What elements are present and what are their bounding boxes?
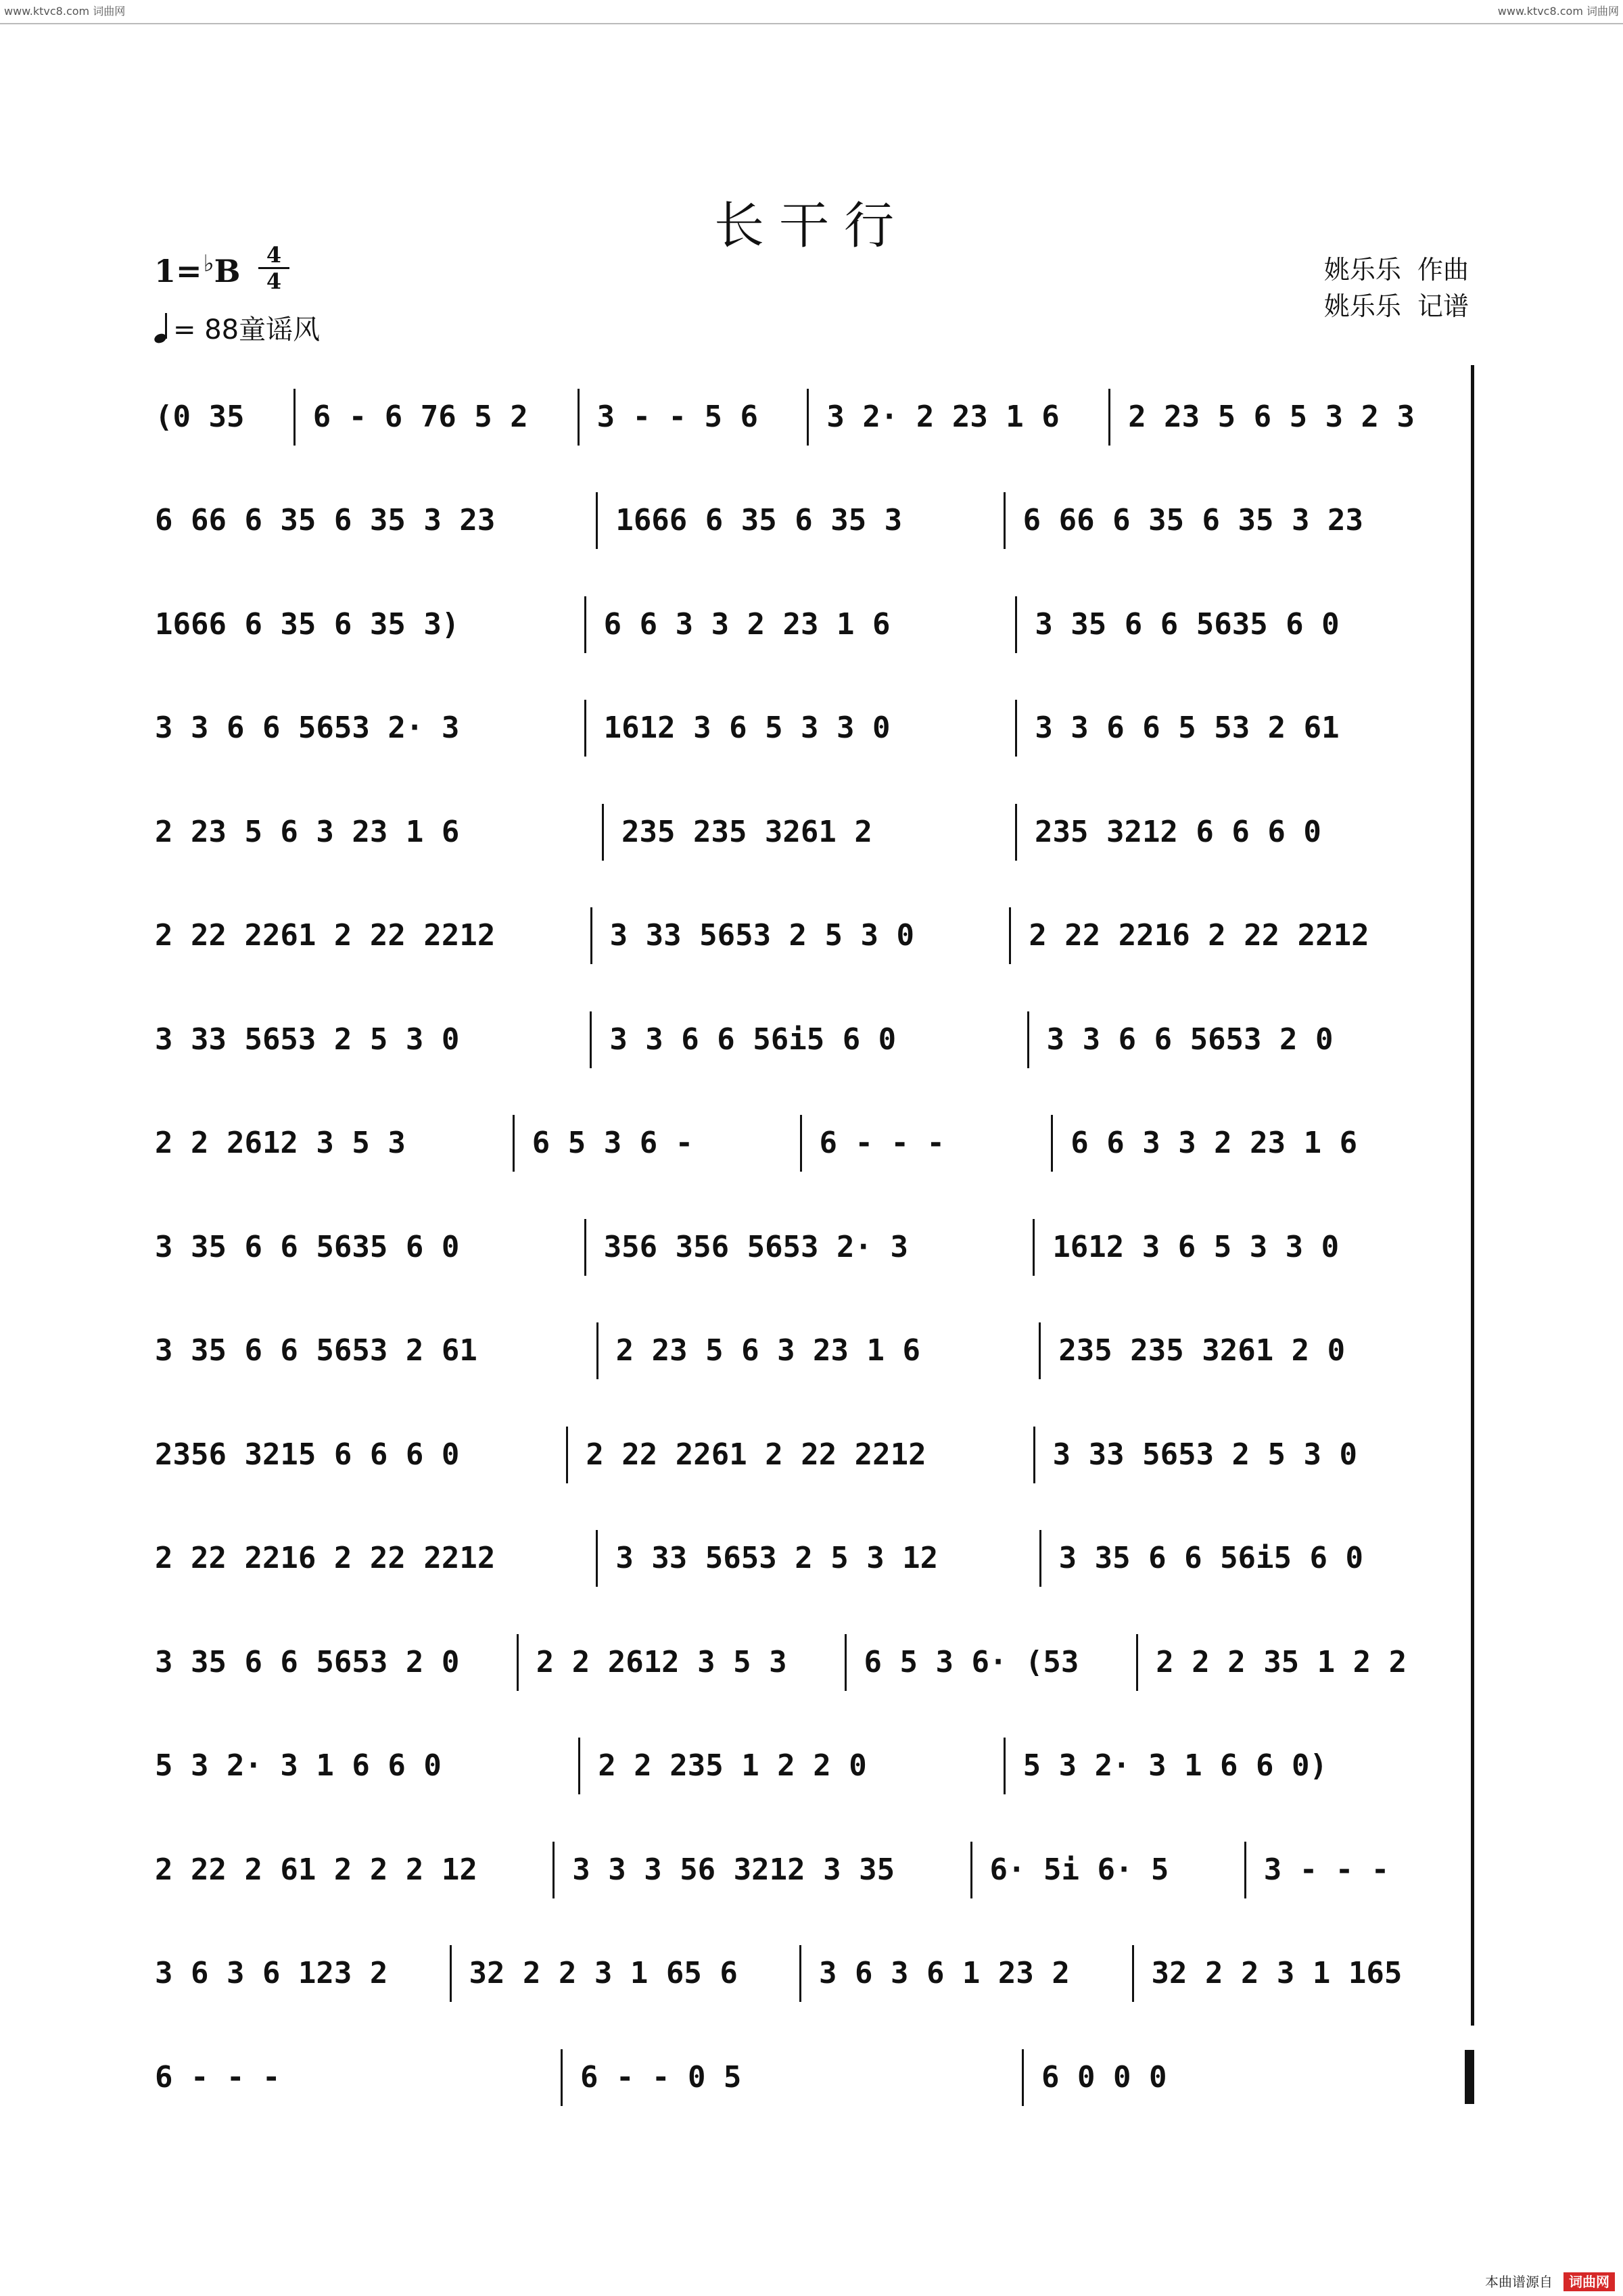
score-line bbox=[152, 677, 1474, 781]
measure: 2 23 5 6 5 3 2 3 bbox=[1128, 399, 1415, 434]
measure: 32 2 2 3 1 165 bbox=[1151, 1956, 1403, 1991]
measure: 3 3 6 6 5653 2· 3 bbox=[152, 700, 586, 757]
score-line bbox=[152, 1818, 1474, 1922]
measure: 6 6 3 3 2 23 1 6 bbox=[586, 596, 1018, 653]
score-line bbox=[152, 1507, 1474, 1611]
score-line bbox=[152, 780, 1474, 884]
measure: 2 22 2216 2 22 2212 bbox=[152, 1530, 598, 1587]
flat-sign: ♭ bbox=[203, 250, 214, 277]
measure: 3 33 5653 2 5 3 0 bbox=[592, 907, 1012, 964]
measure: 235 235 3261 2 0 bbox=[1058, 1333, 1346, 1368]
measure: (0 35 bbox=[152, 389, 296, 446]
measure-group bbox=[152, 988, 1464, 1092]
measure: 2 22 2261 2 22 2212 bbox=[152, 907, 592, 964]
measure: 3 33 5653 2 5 3 12 bbox=[598, 1530, 1041, 1587]
score-line bbox=[152, 1092, 1474, 1196]
measure: 2 2 2 35 1 2 2 bbox=[1156, 1644, 1407, 1679]
measure: 2 23 5 6 3 23 1 6 bbox=[598, 1322, 1041, 1379]
measure: 3 3 6 6 5 53 2 61 bbox=[1035, 711, 1340, 746]
footer bbox=[1485, 2271, 1615, 2291]
measure: 3 6 3 6 123 2 bbox=[152, 1945, 452, 2002]
measure: 2356 3215 6 6 6 0 bbox=[152, 1427, 568, 1483]
measure-group bbox=[152, 1299, 1464, 1404]
time-signature bbox=[257, 243, 291, 293]
measure: 3 - - - bbox=[1263, 1852, 1390, 1887]
measure: 1666 6 35 6 35 3 bbox=[598, 492, 1005, 549]
measure-group bbox=[152, 2026, 1447, 2130]
score-line bbox=[152, 1299, 1474, 1404]
score-line bbox=[152, 1715, 1474, 1819]
measure-group bbox=[152, 1403, 1464, 1507]
measure: 6 - 6 76 5 2 bbox=[296, 389, 580, 446]
measure: 3 33 5653 2 5 3 0 bbox=[1052, 1437, 1357, 1472]
measure: 3 35 6 6 5653 2 61 bbox=[152, 1322, 598, 1379]
measure: 3 35 6 6 5635 6 0 bbox=[152, 1219, 586, 1276]
measure: 2 23 5 6 3 23 1 6 bbox=[152, 804, 604, 861]
measure: 6· 5i 6· 5 bbox=[972, 1842, 1246, 1898]
measure: 235 3212 6 6 6 0 bbox=[1035, 814, 1321, 849]
measure: 1666 6 35 6 35 3) bbox=[152, 596, 586, 653]
measure: 5 3 2· 3 1 6 6 0) bbox=[1022, 1748, 1327, 1784]
measure: 356 356 5653 2· 3 bbox=[586, 1219, 1035, 1276]
measure: 3 3 3 56 3212 3 35 bbox=[555, 1842, 972, 1898]
measure: 2 2 2612 3 5 3 bbox=[152, 1115, 515, 1172]
header-rule bbox=[0, 23, 1623, 24]
measure: 6 6 3 3 2 23 1 6 bbox=[1071, 1126, 1358, 1161]
time-signature-top: 4 bbox=[266, 242, 282, 268]
measure: 6 66 6 35 6 35 3 23 bbox=[152, 492, 598, 549]
key-note: B bbox=[214, 253, 241, 289]
measure: 2 22 2 61 2 2 2 12 bbox=[152, 1842, 555, 1898]
measure: 5 3 2· 3 1 6 6 0 bbox=[152, 1738, 580, 1794]
measure: 3 33 5653 2 5 3 0 bbox=[152, 1011, 592, 1068]
measure-group bbox=[152, 1715, 1464, 1819]
score-line bbox=[152, 988, 1474, 1092]
quarter-note-icon bbox=[154, 313, 168, 343]
measure: 2 2 235 1 2 2 0 bbox=[580, 1738, 1005, 1794]
measure-group bbox=[152, 573, 1464, 677]
score-line bbox=[152, 1610, 1474, 1715]
measure: 6 5 3 6· (53 bbox=[847, 1634, 1139, 1691]
transcriber-credit: 姚乐乐 记谱 bbox=[1323, 291, 1469, 321]
site-url-left[interactable]: www.ktvc8.com 词曲网 bbox=[4, 5, 126, 18]
measure: 6 5 3 6 - bbox=[515, 1115, 802, 1172]
measure-group bbox=[152, 1092, 1464, 1196]
measure: 2 22 2216 2 22 2212 bbox=[1029, 918, 1369, 953]
measure-group bbox=[152, 1610, 1464, 1715]
score-line bbox=[152, 469, 1474, 573]
measure: 1612 3 6 5 3 3 0 bbox=[1052, 1229, 1340, 1264]
measure-group bbox=[152, 1507, 1464, 1611]
measure-group bbox=[152, 469, 1464, 573]
credits bbox=[1324, 252, 1469, 325]
measure-group bbox=[152, 1195, 1464, 1299]
measure-group bbox=[152, 677, 1464, 781]
site-url-right[interactable]: www.ktvc8.com 词曲网 bbox=[1497, 5, 1619, 18]
key-prefix: 1= bbox=[154, 253, 202, 289]
measure: 6 - - 0 5 bbox=[563, 2049, 1024, 2106]
footer-source: 本曲谱源自 bbox=[1485, 2274, 1553, 2290]
measure: 3 2· 2 23 1 6 bbox=[809, 389, 1110, 446]
measure: 3 3 6 6 56i5 6 0 bbox=[592, 1011, 1029, 1068]
measure: 6 0 0 0 bbox=[1041, 2059, 1167, 2095]
key-signature bbox=[154, 250, 241, 289]
measure: 3 35 6 6 5635 6 0 bbox=[1035, 606, 1340, 642]
measure: 3 35 6 6 5653 2 0 bbox=[152, 1634, 519, 1691]
measure-group bbox=[152, 365, 1464, 469]
composer-credit: 姚乐乐 作曲 bbox=[1323, 255, 1469, 285]
measure: 2 22 2261 2 22 2212 bbox=[568, 1427, 1035, 1483]
measure: 1612 3 6 5 3 3 0 bbox=[586, 700, 1018, 757]
score-line bbox=[152, 1403, 1474, 1507]
score-line bbox=[152, 1195, 1474, 1299]
score-line bbox=[152, 573, 1474, 677]
measure: 3 - - 5 6 bbox=[580, 389, 809, 446]
score bbox=[152, 365, 1474, 2130]
measure: 6 - - - bbox=[802, 1115, 1054, 1172]
score-line bbox=[152, 365, 1474, 469]
measure-group bbox=[152, 780, 1464, 884]
song-title: 长干行 bbox=[714, 196, 909, 255]
measure-group bbox=[152, 1818, 1464, 1922]
measure: 3 6 3 6 1 23 2 bbox=[801, 1945, 1134, 2002]
tempo-marking bbox=[154, 308, 320, 347]
score-line bbox=[152, 1922, 1474, 2026]
measure: 32 2 2 3 1 65 6 bbox=[452, 1945, 802, 2002]
measure: 235 235 3261 2 bbox=[604, 804, 1017, 861]
footer-logo[interactable]: 词曲网 bbox=[1563, 2272, 1615, 2291]
measure-group bbox=[152, 884, 1464, 988]
measure: 2 2 2612 3 5 3 bbox=[519, 1634, 847, 1691]
measure: 3 3 6 6 5653 2 0 bbox=[1046, 1022, 1334, 1057]
measure: 6 66 6 35 6 35 3 23 bbox=[1022, 503, 1363, 538]
measure: 3 35 6 6 56i5 6 0 bbox=[1058, 1541, 1363, 1576]
time-signature-bottom: 4 bbox=[266, 268, 282, 294]
score-line bbox=[152, 2026, 1474, 2130]
tempo-value: = 88 bbox=[173, 314, 239, 345]
tempo-style: 童谣风 bbox=[239, 314, 321, 345]
score-line bbox=[152, 884, 1474, 988]
measure: 6 - - - bbox=[152, 2049, 563, 2106]
measure-group bbox=[152, 1922, 1464, 2026]
